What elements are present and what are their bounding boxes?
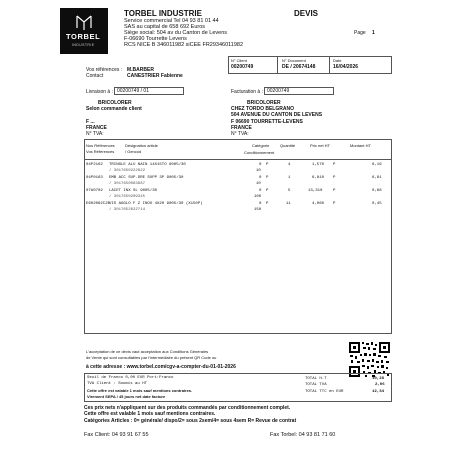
company-line-3: Siège social: 504 av du Canton de Levens (124, 30, 228, 36)
billing-name: BRICOLORER (247, 100, 281, 106)
delivery-name: BRICOLORER (98, 100, 132, 106)
row-unit-p2: P (333, 176, 336, 180)
delivery-vat: N° TVA: (86, 131, 104, 137)
row-unit-price: 6,810 (312, 176, 325, 180)
billing-line-2: CHEZ TORDO BELGRANO (231, 106, 294, 112)
company-line-4: F-06690 Tourrette Levens (124, 36, 187, 42)
row-packaging: 150 (254, 208, 262, 212)
row-ref: 04P2162 (86, 163, 103, 167)
page-label: Page (354, 30, 366, 36)
terms-notice-1: L'acceptation de ce devis vaut acceptation aux Conditions Générales (86, 349, 209, 354)
row-gencod: / 3017650209345 (109, 195, 146, 199)
divider (329, 56, 330, 74)
client-number: 00200749 (231, 64, 254, 70)
row-ref: E602062C2E (86, 202, 111, 206)
row-category: 0 (259, 163, 262, 167)
row-amount: 0,45 (372, 202, 382, 206)
company-name: TORBEL INDUSTRIE (124, 9, 202, 18)
document-type: DEVIS (294, 9, 319, 18)
row-packaging: 10 (256, 182, 261, 186)
row-designation: EMB ACC SUP.DRE SUPP 3P 9005/30 (109, 176, 184, 180)
row-amount: 0,68 (372, 189, 382, 193)
row-category: 0 (259, 176, 262, 180)
row-packaging: 100 (254, 195, 262, 199)
date-label: Date (333, 58, 342, 63)
billing-label: Facturation à : (231, 89, 263, 95)
row-packaging: 10 (256, 169, 261, 173)
row-quantity: 11 (286, 202, 291, 206)
col-header-quantity: Quantité (280, 143, 296, 148)
total-ht-label: TOTAL H.T (305, 377, 327, 381)
payment-terms: Virement SEPA / 45 jours net date facture (87, 394, 166, 399)
page-number: 1 (372, 30, 375, 36)
col-header-your-ref: Vos Références (86, 149, 115, 154)
col-header-gencod: / Gencod (125, 149, 142, 154)
row-ref: 04P0163 (86, 176, 103, 180)
logo-text: TORBEL (66, 32, 101, 41)
document-number-label: N° Document (282, 58, 306, 63)
document-number: DE / 20674148 (282, 64, 316, 70)
table-body (84, 162, 392, 222)
row-gencod: / 3017650222822 (109, 169, 146, 173)
delivery-country: FRANCE (86, 125, 107, 131)
client-number-label: N° Client (231, 58, 247, 63)
row-amount: 6,16 (372, 163, 382, 167)
row-category: 0 (259, 189, 262, 193)
terms-url[interactable]: à cette adresse : www.torbel.com/cgv-a-compter-du-01-01-2026 (86, 364, 236, 370)
row-unit-price: 13,310 (308, 189, 323, 193)
delivery-line-3: F ... (86, 119, 95, 125)
total-ttc-value: 12,34 (372, 390, 385, 394)
billing-vat: N° TVA: (231, 131, 249, 137)
validity-note: Cette offre est valable 1 mois sauf mentions contraires. (87, 388, 193, 393)
row-unit-p2: P (333, 163, 336, 167)
company-line-2: SAS au capital de 658 692 Euros (124, 24, 206, 30)
company-logo (60, 8, 108, 54)
total-vat-label: TOTAL TVA (305, 383, 327, 387)
billing-line-3: 504 AVENUE DU CANTON DE LEVENS (231, 112, 323, 118)
col-header-category: Catégorie (252, 143, 270, 148)
row-gencod: / 3017650083987 (109, 182, 146, 186)
footer-note-2: Cette offre est valable 1 mois sauf mentions contraires. (84, 411, 216, 417)
torbel-fax: Fax Torbel: 04 93 81 71 60 (270, 432, 336, 438)
company-line-1: Service commercial Tel 04 93 81 01 44 (124, 18, 219, 24)
col-header-unit-price: Prix net HT (310, 143, 331, 148)
row-unit-price: 4,060 (312, 202, 325, 206)
row-quantity: 1 (288, 176, 291, 180)
footer-note-1: Ces prix nets n'appliquent sur des produits commandés par conditionnement complet. (84, 405, 291, 411)
row-designation: TRINGLE ALU NAIN 14X15TO 9005/30 (109, 163, 186, 167)
table-header-divider (84, 159, 392, 160)
row-gencod: / 3017652622714 (109, 208, 146, 212)
logo-subtext: INDUSTRIE (72, 43, 95, 47)
row-category: 0 (259, 202, 262, 206)
total-vat-value: 2,06 (375, 383, 385, 387)
row-designation: LACET INX SL 9005/30 (109, 189, 158, 193)
divider (277, 56, 278, 74)
col-header-designation: Désignation article (125, 143, 158, 148)
col-header-our-ref: Nos Références (86, 143, 115, 148)
row-ref: 07A0702 (86, 189, 103, 193)
row-unit-p2: P (333, 202, 336, 206)
row-unit-p: P (266, 202, 269, 206)
delivery-line-2: Selon commande client (86, 106, 142, 112)
footer-note-3: Catégories Articles : 0= générale/ dispo/2= sous 2sem/4= sous 4sem R= Revue de contrat (84, 418, 297, 424)
row-unit-p2: P (333, 189, 336, 193)
vat-status: TVA Client : Soumis au HT (87, 382, 148, 386)
row-designation: VIS AGGLO F Z INOX 4X20 9005/30 (X150P) (109, 202, 203, 206)
row-unit-price: 1,570 (312, 163, 325, 167)
billing-country: FRANCE (231, 125, 252, 131)
row-unit-p: P (266, 176, 269, 180)
delivery-code: 00200749 / 01 (117, 88, 149, 94)
contact-name: CANESTRIER Fabienne (127, 73, 183, 79)
row-unit-p: P (266, 189, 269, 193)
company-line-5: RCS NICE B 346011982 siCEE FR29346011982 (124, 42, 244, 48)
row-amount: 6,81 (372, 176, 382, 180)
your-reference-label: Vos références : (86, 67, 123, 73)
row-quantity: 5 (288, 189, 291, 193)
franco-threshold: Seuil de Franco 0,00 EUR Port:Franco (87, 376, 174, 380)
billing-code: 00200749 (267, 88, 290, 94)
contact-label: Contact (86, 73, 104, 79)
delivery-label: Livraison à : (86, 89, 113, 95)
document-date: 16/04/2026 (333, 64, 359, 70)
billing-line-4: F 06690 TOURRETTE-LEVENS (231, 119, 303, 125)
your-reference: M.BARBER (127, 67, 154, 73)
col-header-packaging: Conditionnement (244, 150, 275, 155)
terms-notice-2: de Vente qui sont consultables par l'intermédiaire du présent QR Code ou (86, 355, 217, 360)
client-fax: Fax Client: 04 93 91 67 55 (84, 432, 149, 438)
row-quantity: 4 (288, 163, 291, 167)
row-unit-p: P (266, 163, 269, 167)
total-ht-value: 10,28 (372, 377, 385, 381)
col-header-amount: Montant HT (350, 143, 371, 148)
total-ttc-label: TOTAL TTC en EUR (305, 390, 344, 394)
